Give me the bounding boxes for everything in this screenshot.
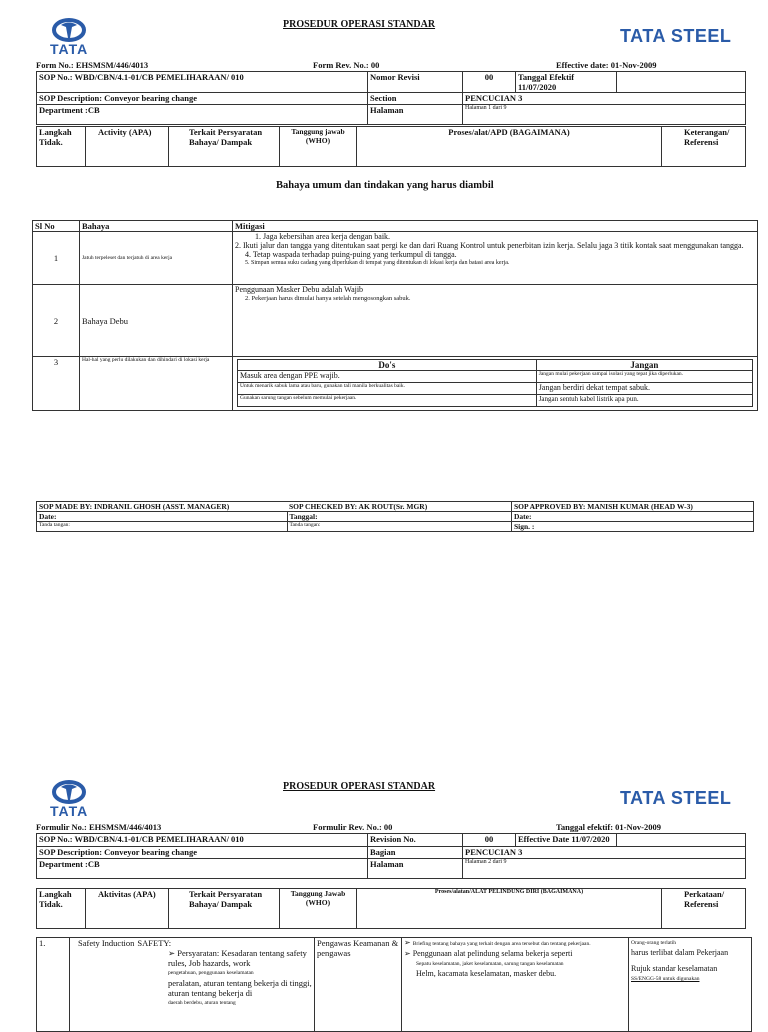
sop-description: SOP Description: Conveyor bearing change	[37, 93, 368, 105]
jangan-item: Jangan sentuh kabel listrik apa pun.	[536, 395, 752, 407]
col-terkait: Terkait Persyaratan Bahaya/ Dampak	[169, 889, 280, 929]
checked-by: SOP CHECKED BY: AK ROUT(Sr. MGR)	[287, 502, 512, 512]
activity-columns-table	[36, 126, 746, 167]
reference-text: SS/ENGG-58 untuk digunakan	[631, 976, 700, 982]
reference-text: Rujuk standar keselamatan	[631, 964, 718, 973]
made-signature: Tanda tangan:	[37, 522, 288, 532]
tata-logo-icon	[52, 780, 86, 804]
step-row	[37, 938, 752, 1032]
brand-text: TATA STEEL	[620, 26, 732, 46]
jangan-item: Jangan berdiri dekat tempat sabuk.	[536, 383, 752, 395]
hazard-section-title: Bahaya umum dan tindakan yang harus diambil	[276, 180, 494, 191]
section-label: Section	[368, 93, 463, 105]
hazard-no: 3	[33, 357, 80, 411]
sop-number: SOP No.: WBD/CBN/4.1-01/CB PEMELIHARAAN/ 010	[37, 834, 368, 847]
mitigation-item: 2. Ikuti jalur dan tangga yang ditentukan saat pergi ke dan dari Ruang Kontrol untuk penerbitan izin kerja. Selalu jaga 3 titik kontak saat menggunakan tangga.	[235, 241, 744, 250]
step-requirements	[70, 938, 315, 1032]
tata-logo	[50, 780, 88, 818]
brand-text: TATA STEEL	[620, 788, 732, 808]
activity-columns-table	[36, 888, 746, 929]
col-langkah: Langkah Tidak.	[37, 889, 86, 929]
checked-date: Tanggal:	[287, 512, 512, 522]
page-title: PROSEDUR OPERASI STANDAR	[283, 19, 436, 30]
col-keterangan: Keterangan/ Referensi	[662, 127, 746, 167]
bullet-arrow-icon: ➢	[168, 948, 178, 958]
sop-header-table	[36, 833, 746, 879]
tanggal-efektif: Tanggal Efektif 11/07/2020	[516, 72, 617, 93]
dos-header: Do's	[238, 360, 537, 371]
logo-word: TATA	[50, 803, 89, 819]
hazard-name: Bahaya Debu	[80, 285, 233, 357]
nomor-revisi-value: 00	[463, 72, 516, 93]
mitigation-item: 5. Simpan semua suku cadang yang diperlukan di tempat yang ditentukan di lokasi kerja dan batasi area kerja.	[245, 260, 510, 266]
col-perkataan: Perkataan/ Referensi	[662, 889, 746, 929]
process-item: Helm, kacamata keselamatan, masker debu.	[416, 969, 557, 978]
reference-text: harus terlibat dalam Pekerjaan	[631, 948, 729, 957]
dos-item: Untuk menarik sabuk lama atau baru, gunakan tali manila berkualitas baik.	[238, 383, 537, 395]
approved-date: Date:	[512, 512, 754, 522]
requirement-text: ➢ Persyaratan: Kesadaran tentang safety rules, Job hazards, work	[168, 948, 307, 968]
header-blank	[617, 72, 746, 93]
col-proses: Proses/alat/APD (BAGAIMANA)	[357, 127, 662, 167]
col-proses: Proses/alatan/ALAT PELINDUNG DIRI (BAGAIMANA)	[357, 889, 662, 929]
bagian-value: PENCUCIAN 3	[463, 847, 746, 859]
hazard-row	[33, 357, 758, 411]
header-blank	[617, 834, 746, 847]
hazard-name: Jatuh terpeleset dan terjatuh di area kerja	[80, 232, 233, 285]
dos-item: Masuk area dengan PPE wajib.	[238, 371, 537, 383]
step-number: 1.	[37, 938, 70, 1032]
jangan-item: Jangan mulai pekerjaan sampai isolasi yang tepat jika diperlukan.	[536, 371, 752, 383]
effective-date-value: Effective Date 11/07/2020	[516, 834, 617, 847]
step-table	[36, 937, 752, 1032]
halaman-value: Halaman 2 dari 9	[463, 859, 746, 879]
process-item: ➢ Penggunaan alat pelindung selama bekerja seperti	[404, 949, 573, 958]
dos-donts-cell	[233, 357, 758, 411]
form-revision: Formulir Rev. No.: 00	[313, 822, 393, 832]
hazard-no: 1	[33, 232, 80, 285]
halaman-label: Halaman	[368, 105, 463, 125]
signoff-table	[36, 501, 754, 532]
bullet-arrow-icon: ➢	[404, 938, 413, 947]
dos-item: Gunakan sarung tangan sebelum memulai pekerjaan.	[238, 395, 537, 407]
bullet-arrow-icon: ➢	[404, 949, 413, 958]
requirement-small: daerah berdebu, aturan tentang	[168, 1000, 236, 1006]
department: Department :CB	[37, 105, 368, 125]
tata-logo	[50, 18, 88, 56]
effective-date: Tanggal efektif: 01-Nov-2009	[556, 822, 661, 832]
logo-word: TATA	[50, 41, 89, 57]
hazard-table	[32, 220, 758, 411]
department: Department :CB	[37, 859, 368, 879]
safety-label: SAFETY:	[137, 938, 172, 948]
revision-label: Revision No.	[368, 834, 463, 847]
hazard-mitigation	[233, 285, 758, 357]
tata-logo-icon	[52, 18, 86, 42]
effective-date: Effective date: 01-Nov-2009	[556, 60, 657, 70]
col-tanggung: Tanggung jawab (WHO)	[280, 127, 357, 167]
col-tanggung: Tanggung Jawab (WHO)	[280, 889, 357, 929]
dos-donts-table	[237, 359, 753, 407]
hazard-col-slno: Sl No	[33, 221, 80, 232]
step-process	[402, 938, 629, 1032]
col-aktivitas: Aktivitas (APA)	[86, 889, 169, 929]
nomor-revisi-label: Nomor Revisi	[368, 72, 463, 93]
page-title: PROSEDUR OPERASI STANDAR	[283, 781, 436, 792]
sop-number: SOP No.: WBD/CBN/4.1-01/CB PEMELIHARAAN/ 010	[37, 72, 368, 93]
col-langkah: Langkah Tidak.	[37, 127, 86, 167]
process-small: Sepatu keselamatan, jaket keselamatan, sarung tangan keselamatan	[416, 961, 564, 967]
form-revision: Form Rev. No.: 00	[313, 60, 380, 70]
mitigation-item: 1. Jaga kebersihan area kerja dengan baik.	[255, 232, 391, 241]
jangan-header: Jangan	[536, 360, 752, 371]
mitigation-item: Penggunaan Masker Debu adalah Wajib	[235, 285, 364, 294]
made-by: SOP MADE BY: INDRANIL GHOSH (ASST. MANAGER)	[37, 502, 288, 512]
col-activity: Activity (APA)	[86, 127, 169, 167]
form-number: Form No.: EHSMSM/446/4013	[36, 60, 149, 70]
approved-by: SOP APPROVED BY: MANISH KUMAR (HEAD W-3)	[512, 502, 754, 512]
hazard-row	[33, 285, 758, 357]
made-date: Date:	[37, 512, 288, 522]
hazard-name: Hal-hal yang perlu dilakukan dan dihindari di lokasi kerja	[80, 357, 233, 411]
section-value: PENCUCIAN 3	[463, 93, 746, 105]
col-terkait: Terkait Persyaratan Bahaya/ Dampak	[169, 127, 280, 167]
hazard-mitigation	[233, 232, 758, 285]
hazard-col-mitigasi: Mitigasi	[233, 221, 758, 232]
revision-value: 00	[463, 834, 516, 847]
halaman-value: Halaman 1 dari 9	[463, 105, 746, 125]
approved-signature: Sign. :	[512, 522, 754, 532]
step-responsible: Pengawas Keamanan & pengawas	[315, 938, 402, 1032]
hazard-col-bahaya: Bahaya	[80, 221, 233, 232]
reference-text: Orang-orang terlatih	[631, 940, 677, 946]
hazard-row	[33, 232, 758, 285]
mitigation-item: 2. Pekerjaan harus dimulai hanya setelah mengosongkan sabuk.	[245, 295, 411, 302]
step-reference	[629, 938, 752, 1032]
mitigation-item: 4. Tetap waspada terhadap puing-puing yang terkumpul di tangga.	[245, 250, 457, 259]
requirement-text: peralatan, aturan tentang bekerja di tinggi, aturan tentang bekerja di	[168, 978, 312, 998]
checked-signature: Tanda tangan:	[287, 522, 512, 532]
hazard-no: 2	[33, 285, 80, 357]
halaman-label: Halaman	[368, 859, 463, 879]
step-activity: Safety Induction	[78, 938, 135, 948]
process-item: ➢ Briefing tentang bahaya yang terkait dengan area tersebut dan tentang pekerjaan.	[404, 938, 591, 947]
sop-header-table	[36, 71, 746, 125]
bagian-label: Bagian	[368, 847, 463, 859]
requirement-small: pengetahuan, penggunaan keselamatan	[168, 970, 254, 976]
sop-description: SOP Description: Conveyor bearing change	[37, 847, 368, 859]
form-number: Formulir No.: EHSMSM/446/4013	[36, 822, 162, 832]
